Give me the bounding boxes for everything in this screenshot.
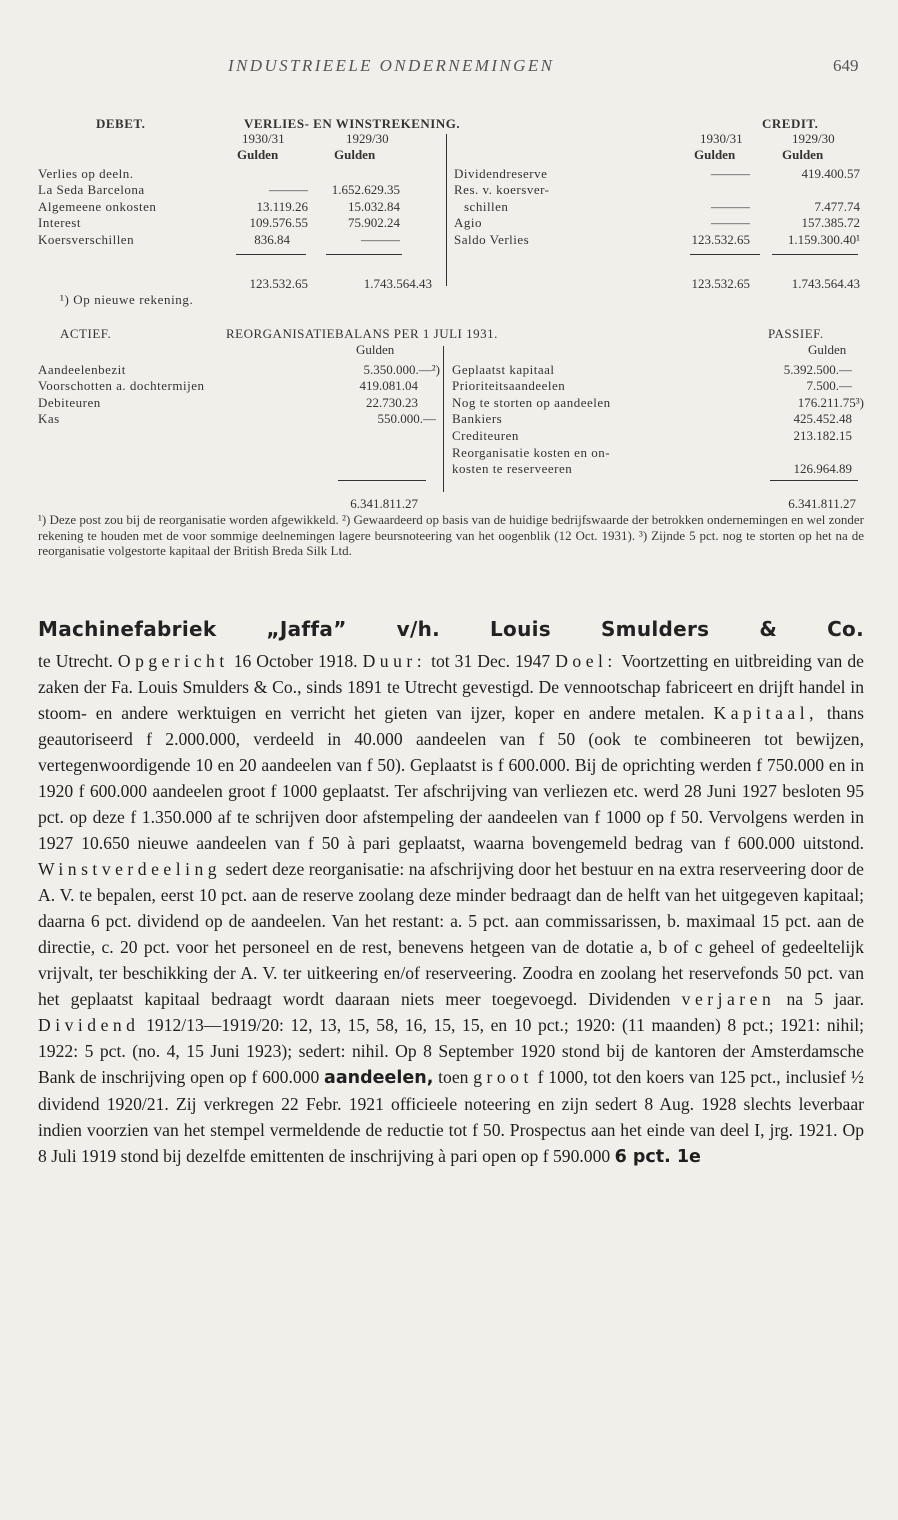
expire-value: na 5 jaar. <box>786 989 864 1009</box>
duration-label: Duur: <box>362 651 427 671</box>
pl-right-total-b: 1.743.564.43 <box>791 276 860 291</box>
pl-left-currency-1: Gulden <box>237 147 279 162</box>
credit-label: CREDIT. <box>762 116 819 131</box>
pl-right-value-b: 7.477.74 <box>814 199 860 214</box>
passief-label: PASSIEF. <box>768 326 824 341</box>
balance-right-total-rule <box>770 480 858 481</box>
balance-left-label: Debiteuren <box>38 395 101 410</box>
balance-footnotes: ¹) Deze post zou bij de reorganisatie worden afgewikkeld. ²) Gewaardeerd op basis van de huidige bedrijfswaarde der betrokken ondernemingen en wel zonder rekening te houden met de voor sommige deelnemingen lagere beursnoteering van het oogenblik (12 Oct. 1931). ³) Zijnde 5 pct. nog te storten op het na de reorganisatie volgestorte kapitaal der British Breda Silk Ltd. <box>38 512 864 559</box>
balance-right-total: 6.341.811.27 <box>788 496 856 511</box>
balance-title: REORGANISATIEBALANS PER 1 JULI 1931. <box>226 326 498 341</box>
pl-right-value-b: 1.159.300.40¹ <box>787 232 860 247</box>
pl-left-value-a: 109.576.55 <box>249 215 308 230</box>
balance-right-value: 425.452.48 <box>793 411 852 426</box>
duration-value: tot 31 Dec. 1947 <box>431 651 551 671</box>
pl-right-label: Dividendreserve <box>454 166 548 181</box>
page-number: 649 <box>833 56 859 75</box>
balance-right-label: Bankiers <box>452 411 503 426</box>
capital-label: Kapitaal, <box>713 703 818 723</box>
balance-right-value: 5.392.500.— <box>783 362 852 377</box>
balance-right-label: Prioriteitsaandeelen <box>452 378 566 393</box>
pl-right-total-a: 123.532.65 <box>691 276 750 291</box>
pl-left-label: Algemeene onkosten <box>38 199 157 214</box>
size-label: groot <box>473 1067 533 1087</box>
balance-left-total-rule <box>338 480 426 481</box>
pl-left-year-2: 1929/30 <box>346 131 389 146</box>
balance-left-label: Aandeelenbezit <box>38 362 126 377</box>
shares-toen: toen <box>438 1067 469 1087</box>
pl-left-year-1: 1930/31 <box>242 131 285 146</box>
balance-left-total: 6.341.811.27 <box>350 496 418 511</box>
capital-value: thans geautoriseerd f 2.000.000, verdeeld in 40.000 aandeelen van f 50 (ook te combineeren tot bewijzen, vertegenwoordigende 10 en 20 aandeelen van f 50). Geplaatst is f 600.000. Bij de oprichting werden f 750.000 en in 1920 f 600.000 aandeelen groot f 1000 geplaatst. Ter afschrijving van verliezen etc. werd 28 Juni 1927 besloten 95 pct. op deze f 1.350.000 af te schrijven door afstempeling der aandeelen van f 1000 op f 50. Vervolgens werden in 1927 10.650 nieuwe aandeelen van f 50 à pari geplaatst, waarna bovengemeld bedrag van f 600.000 uitstond. <box>38 703 864 853</box>
balance-left-value: 550.000.— <box>377 411 436 426</box>
balance-right-label: Crediteuren <box>452 428 519 443</box>
pl-left-value-b: 1.652.629.35 <box>331 182 400 197</box>
balance-left-value: 22.730.23 <box>366 395 418 410</box>
pl-left-value-b: ——— <box>361 232 400 247</box>
pl-right-value-a: ——— <box>711 199 750 214</box>
balance-left-label: Kas <box>38 411 60 426</box>
pl-right-label: Agio <box>454 215 482 230</box>
balance-left-value: 419.081.04 <box>359 378 418 393</box>
pl-right-year-2: 1929/30 <box>792 131 835 146</box>
pl-right-year-1: 1930/31 <box>700 131 743 146</box>
balance-right-value: 126.964.89 <box>793 461 852 476</box>
purpose-label: Doel: <box>555 651 617 671</box>
pl-right-value-b: 157.385.72 <box>801 215 860 230</box>
balance-left-value: 5.350.000.—²) <box>363 362 440 377</box>
pl-right-label: Res. v. koersver- <box>454 182 550 197</box>
pl-right-currency-2: Gulden <box>782 147 824 162</box>
pl-left-label: La Seda Barcelona <box>38 182 145 197</box>
balance-right-label: Nog te storten op aandeelen <box>452 395 611 410</box>
dividend-value: 1912/13—1919/20: 12, 13, 15, 58, 16, 15, 15, en 10 pct.; 1920: (11 maanden) 8 pct.; 1921: nihil; 1922: 5 pct. (no. 4, 15 Juni 1923); sedert: nihil. Op 8 September 1920 stond bij de kantoren der Amsterdamsche Bank de inschrijving open op f 600.000 <box>38 1015 864 1087</box>
pl-right-value-a: ——— <box>711 166 750 181</box>
actief-label: ACTIEF. <box>60 326 112 341</box>
founded-value: 16 October 1918. <box>233 651 358 671</box>
pl-left-total-b: 1.743.564.43 <box>363 276 432 291</box>
six-pct-label: 6 pct. 1e <box>614 1147 701 1167</box>
pl-left-label: Verlies op deeln. <box>38 166 134 181</box>
pl-right-label: schillen <box>464 199 509 214</box>
balance-divider <box>443 346 444 492</box>
company-location: te Utrecht. <box>38 651 113 671</box>
balance-right-label: kosten te reserveeren <box>452 461 573 476</box>
pl-left-value-a: ——— <box>269 182 308 197</box>
balance-currency-left: Gulden <box>356 342 395 357</box>
pl-footnote: ¹) Op nieuwe rekening. <box>60 292 194 307</box>
profit-distribution-label: Winstverdeeling <box>38 859 222 879</box>
running-title: INDUSTRIEELE ONDERNEMINGEN <box>228 56 555 75</box>
pl-left-value-b: 15.032.84 <box>348 199 400 214</box>
dividend-label: Dividend <box>38 1015 140 1035</box>
pl-left-label: Koersverschillen <box>38 232 135 247</box>
pl-right-label: Saldo Verlies <box>454 232 530 247</box>
balance-right-value: 176.211.75³) <box>797 395 864 410</box>
size-value: f 1000, tot den koers van 125 pct., inclusief ½ dividend 1920/21. Zij verkregen 22 Febr. 1921 officieele noteering en zijn sedert 8 Aug. 1928 slechts leverbaar indien voorzien van het stempel vermeldende de reductie tot f 50. Prospectus aan het einde van deel I, jrg. 1921. Op 8 Juli 1919 stond bij dezelfde emittenten de inschrijving à pari open op f 590.000 <box>38 1067 864 1166</box>
pl-left-value-b: 75.902.24 <box>348 215 400 230</box>
balance-right-value: 7.500.— <box>806 378 852 393</box>
balance-right-label: Geplaatst kapitaal <box>452 362 555 377</box>
pl-left-label: Interest <box>38 215 81 230</box>
balance-left-label: Voorschotten a. dochtermijen <box>38 378 205 393</box>
company-description <box>38 648 864 1170</box>
shares-label: aandeelen, <box>324 1068 434 1088</box>
pl-right-value-a: ——— <box>711 215 750 230</box>
founded-label: Opgericht <box>117 651 229 671</box>
balance-right-value: 213.182.15 <box>793 428 852 443</box>
company-heading: Machinefabriek „Jaffa” v/h. Louis Smulders & Co. <box>38 617 864 641</box>
balance-currency-right: Gulden <box>808 342 847 357</box>
expire-label: verjaren <box>681 989 776 1009</box>
balance-right-label: Reorganisatie kosten en on- <box>452 445 611 460</box>
pl-left-currency-2: Gulden <box>334 147 376 162</box>
reorganisation-balance-sheet <box>0 0 898 512</box>
pl-left-value-a: 836.84 <box>254 232 290 247</box>
profit-distribution-value: sedert deze reorganisatie: na afschrijving door het bestuur en na extra reserveering door de A. V. te bepalen, eerst 10 pct. aan de reserve zoolang deze minder bedraagt dan de helft van het uitgegeven kapitaal; daarna 6 pct. dividend op de aandeelen. Van het restant: a. 5 pct. aan commissarissen, b. maximaal 15 pct. aan de directie, c. 20 pct. voor het personeel en de rest, benevens hetgeen van de dotatie a, b of c geheel of gedeeltelijk vrijvalt, ter beschikking der A. V. ter uitkeering en/of reserveering. Zoodra en zoolang het reservefonds 50 pct. van het geplaatst kapitaal bedraagt wordt daaraan niets meer toegevoegd. Dividenden <box>38 859 864 1009</box>
pl-title: VERLIES- EN WINSTREKENING. <box>244 116 461 131</box>
debet-label: DEBET. <box>96 116 146 131</box>
purpose-value: Voortzetting en uitbreiding van de zaken der Fa. Louis Smulders & Co., sinds 1891 te Utrecht gevestigd. De vennootschap fabriceert en drijft handel in stoom- en andere werktuigen en verricht het gieten van ijzer, koper en andere metalen. <box>38 651 864 723</box>
pl-right-value-b: 419.400.57 <box>801 166 860 181</box>
pl-left-value-a: 13.119.26 <box>256 199 308 214</box>
pl-right-value-a: 123.532.65 <box>691 232 750 247</box>
pl-left-total-a: 123.532.65 <box>249 276 308 291</box>
pl-right-currency-1: Gulden <box>694 147 736 162</box>
